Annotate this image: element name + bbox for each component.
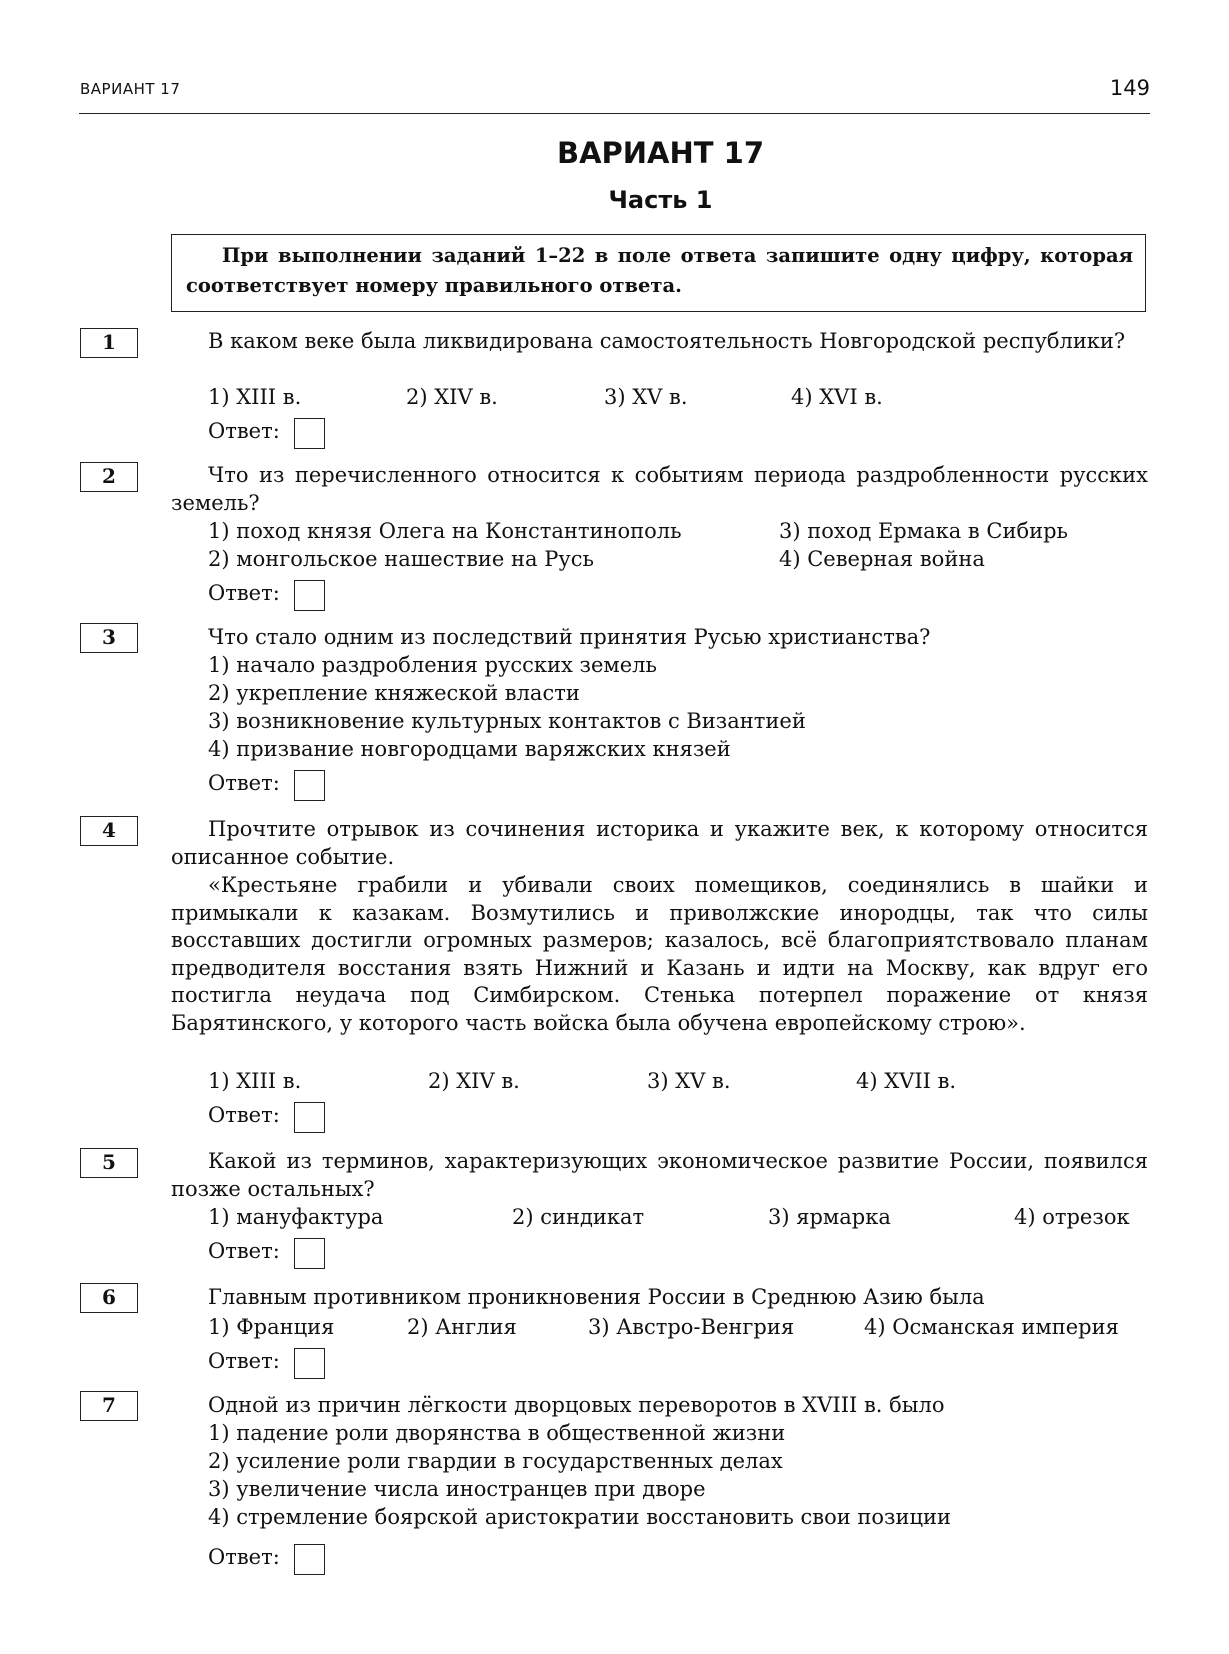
question-stem: Главным противником проникновения России в Среднюю Азию была bbox=[208, 1285, 985, 1309]
question-number-box: 6 bbox=[80, 1283, 138, 1313]
option: 3) XV в. bbox=[647, 1069, 731, 1093]
header-rule bbox=[79, 113, 1150, 114]
answer-box[interactable] bbox=[294, 1348, 325, 1379]
option: 2) синдикат bbox=[512, 1205, 645, 1229]
option: 1) падение роли дворянства в общественной жизни bbox=[208, 1421, 786, 1445]
answer-box[interactable] bbox=[294, 1544, 325, 1575]
option: 4) Османская империя bbox=[864, 1315, 1119, 1339]
answer-box[interactable] bbox=[294, 1102, 325, 1133]
page-title: ВАРИАНТ 17 bbox=[556, 136, 765, 170]
question-number-box: 4 bbox=[80, 816, 138, 846]
option: 1) начало раздробления русских земель bbox=[208, 653, 657, 677]
question-number-box: 7 bbox=[80, 1391, 138, 1421]
option: 2) укрепление княжеской власти bbox=[208, 681, 580, 705]
instructions-box bbox=[171, 234, 1146, 312]
answer-label: Ответ: bbox=[208, 419, 280, 443]
option: 4) Северная война bbox=[779, 547, 985, 571]
answer-label: Ответ: bbox=[208, 771, 280, 795]
option: 1) поход князя Олега на Константинополь bbox=[208, 519, 682, 543]
option: 4) XVI в. bbox=[791, 385, 883, 409]
option: 4) отрезок bbox=[1014, 1205, 1130, 1229]
question-stem: В каком веке была ликвидирована самостоятельность Новгородской республики? bbox=[208, 329, 1126, 353]
answer-label: Ответ: bbox=[208, 581, 280, 605]
option: 4) призвание новгородцами варяжских князей bbox=[208, 737, 731, 761]
question-stem: Что стало одним из последствий принятия Русью христианства? bbox=[208, 625, 931, 649]
option: 1) XIII в. bbox=[208, 1069, 302, 1093]
option: 3) поход Ермака в Сибирь bbox=[779, 519, 1068, 543]
question-number-box: 1 bbox=[80, 328, 138, 358]
instructions-text: При выполнении заданий 1–22 в поле ответа запишите одну цифру, которая соответствует номеру правильного ответа. bbox=[186, 244, 1133, 297]
question-stem: Что из перечисленного относится к событиям периода раздробленности русских земель? bbox=[171, 463, 1148, 515]
part-title: Часть 1 bbox=[608, 186, 713, 214]
answer-box[interactable] bbox=[294, 580, 325, 611]
option: 2) усиление роли гвардии в государственных делах bbox=[208, 1449, 783, 1473]
answer-label: Ответ: bbox=[208, 1349, 280, 1373]
option: 3) ярмарка bbox=[768, 1205, 891, 1229]
answer-box[interactable] bbox=[294, 1238, 325, 1269]
page-number: 149 bbox=[1109, 76, 1150, 100]
option: 1) XIII в. bbox=[208, 385, 302, 409]
question-stem: Прочтите отрывок из сочинения историка и укажите век, к которому относится описанное событие. bbox=[171, 817, 1148, 869]
option: 1) Франция bbox=[208, 1315, 335, 1339]
option: 2) Англия bbox=[407, 1315, 517, 1339]
option: 2) XIV в. bbox=[428, 1069, 520, 1093]
option: 4) стремление боярской аристократии восстановить свои позиции bbox=[208, 1505, 952, 1529]
option: 4) XVII в. bbox=[856, 1069, 957, 1093]
option: 1) мануфактура bbox=[208, 1205, 384, 1229]
option: 2) монгольское нашествие на Русь bbox=[208, 547, 594, 571]
answer-label: Ответ: bbox=[208, 1545, 280, 1569]
answer-label: Ответ: bbox=[208, 1239, 280, 1263]
running-head: ВАРИАНТ 17 bbox=[80, 80, 181, 98]
option: 3) XV в. bbox=[604, 385, 688, 409]
question-stem: Одной из причин лёгкости дворцовых переворотов в XVIII в. было bbox=[208, 1393, 945, 1417]
answer-label: Ответ: bbox=[208, 1103, 280, 1127]
answer-box[interactable] bbox=[294, 418, 325, 449]
option: 3) увеличение числа иностранцев при дворе bbox=[208, 1477, 706, 1501]
question-number-box: 2 bbox=[80, 462, 138, 492]
option: 3) Австро-Венгрия bbox=[588, 1315, 795, 1339]
question-number-box: 5 bbox=[80, 1148, 138, 1178]
question-number-box: 3 bbox=[80, 623, 138, 653]
question-stem: Какой из терминов, характеризующих экономическое развитие России, появился позже остальных? bbox=[171, 1149, 1148, 1201]
answer-box[interactable] bbox=[294, 770, 325, 801]
option: 3) возникновение культурных контактов с Византией bbox=[208, 709, 806, 733]
option: 2) XIV в. bbox=[406, 385, 498, 409]
source-quote: «Крестьяне грабили и убивали своих помещиков, соединялись в шайки и примыкали к казакам. Возмутились и приволжские инородцы, так что силы восставших достигли огромных размеров; казалось, всё благоприятствовало планам предводителя восстания взять Нижний и Казань и идти на Москву, как вдруг его постигла неудача под Симбирском. Стенька потерпел поражение от князя Барятинского, у которого часть войска была обучена европейскому строю». bbox=[171, 873, 1148, 1035]
